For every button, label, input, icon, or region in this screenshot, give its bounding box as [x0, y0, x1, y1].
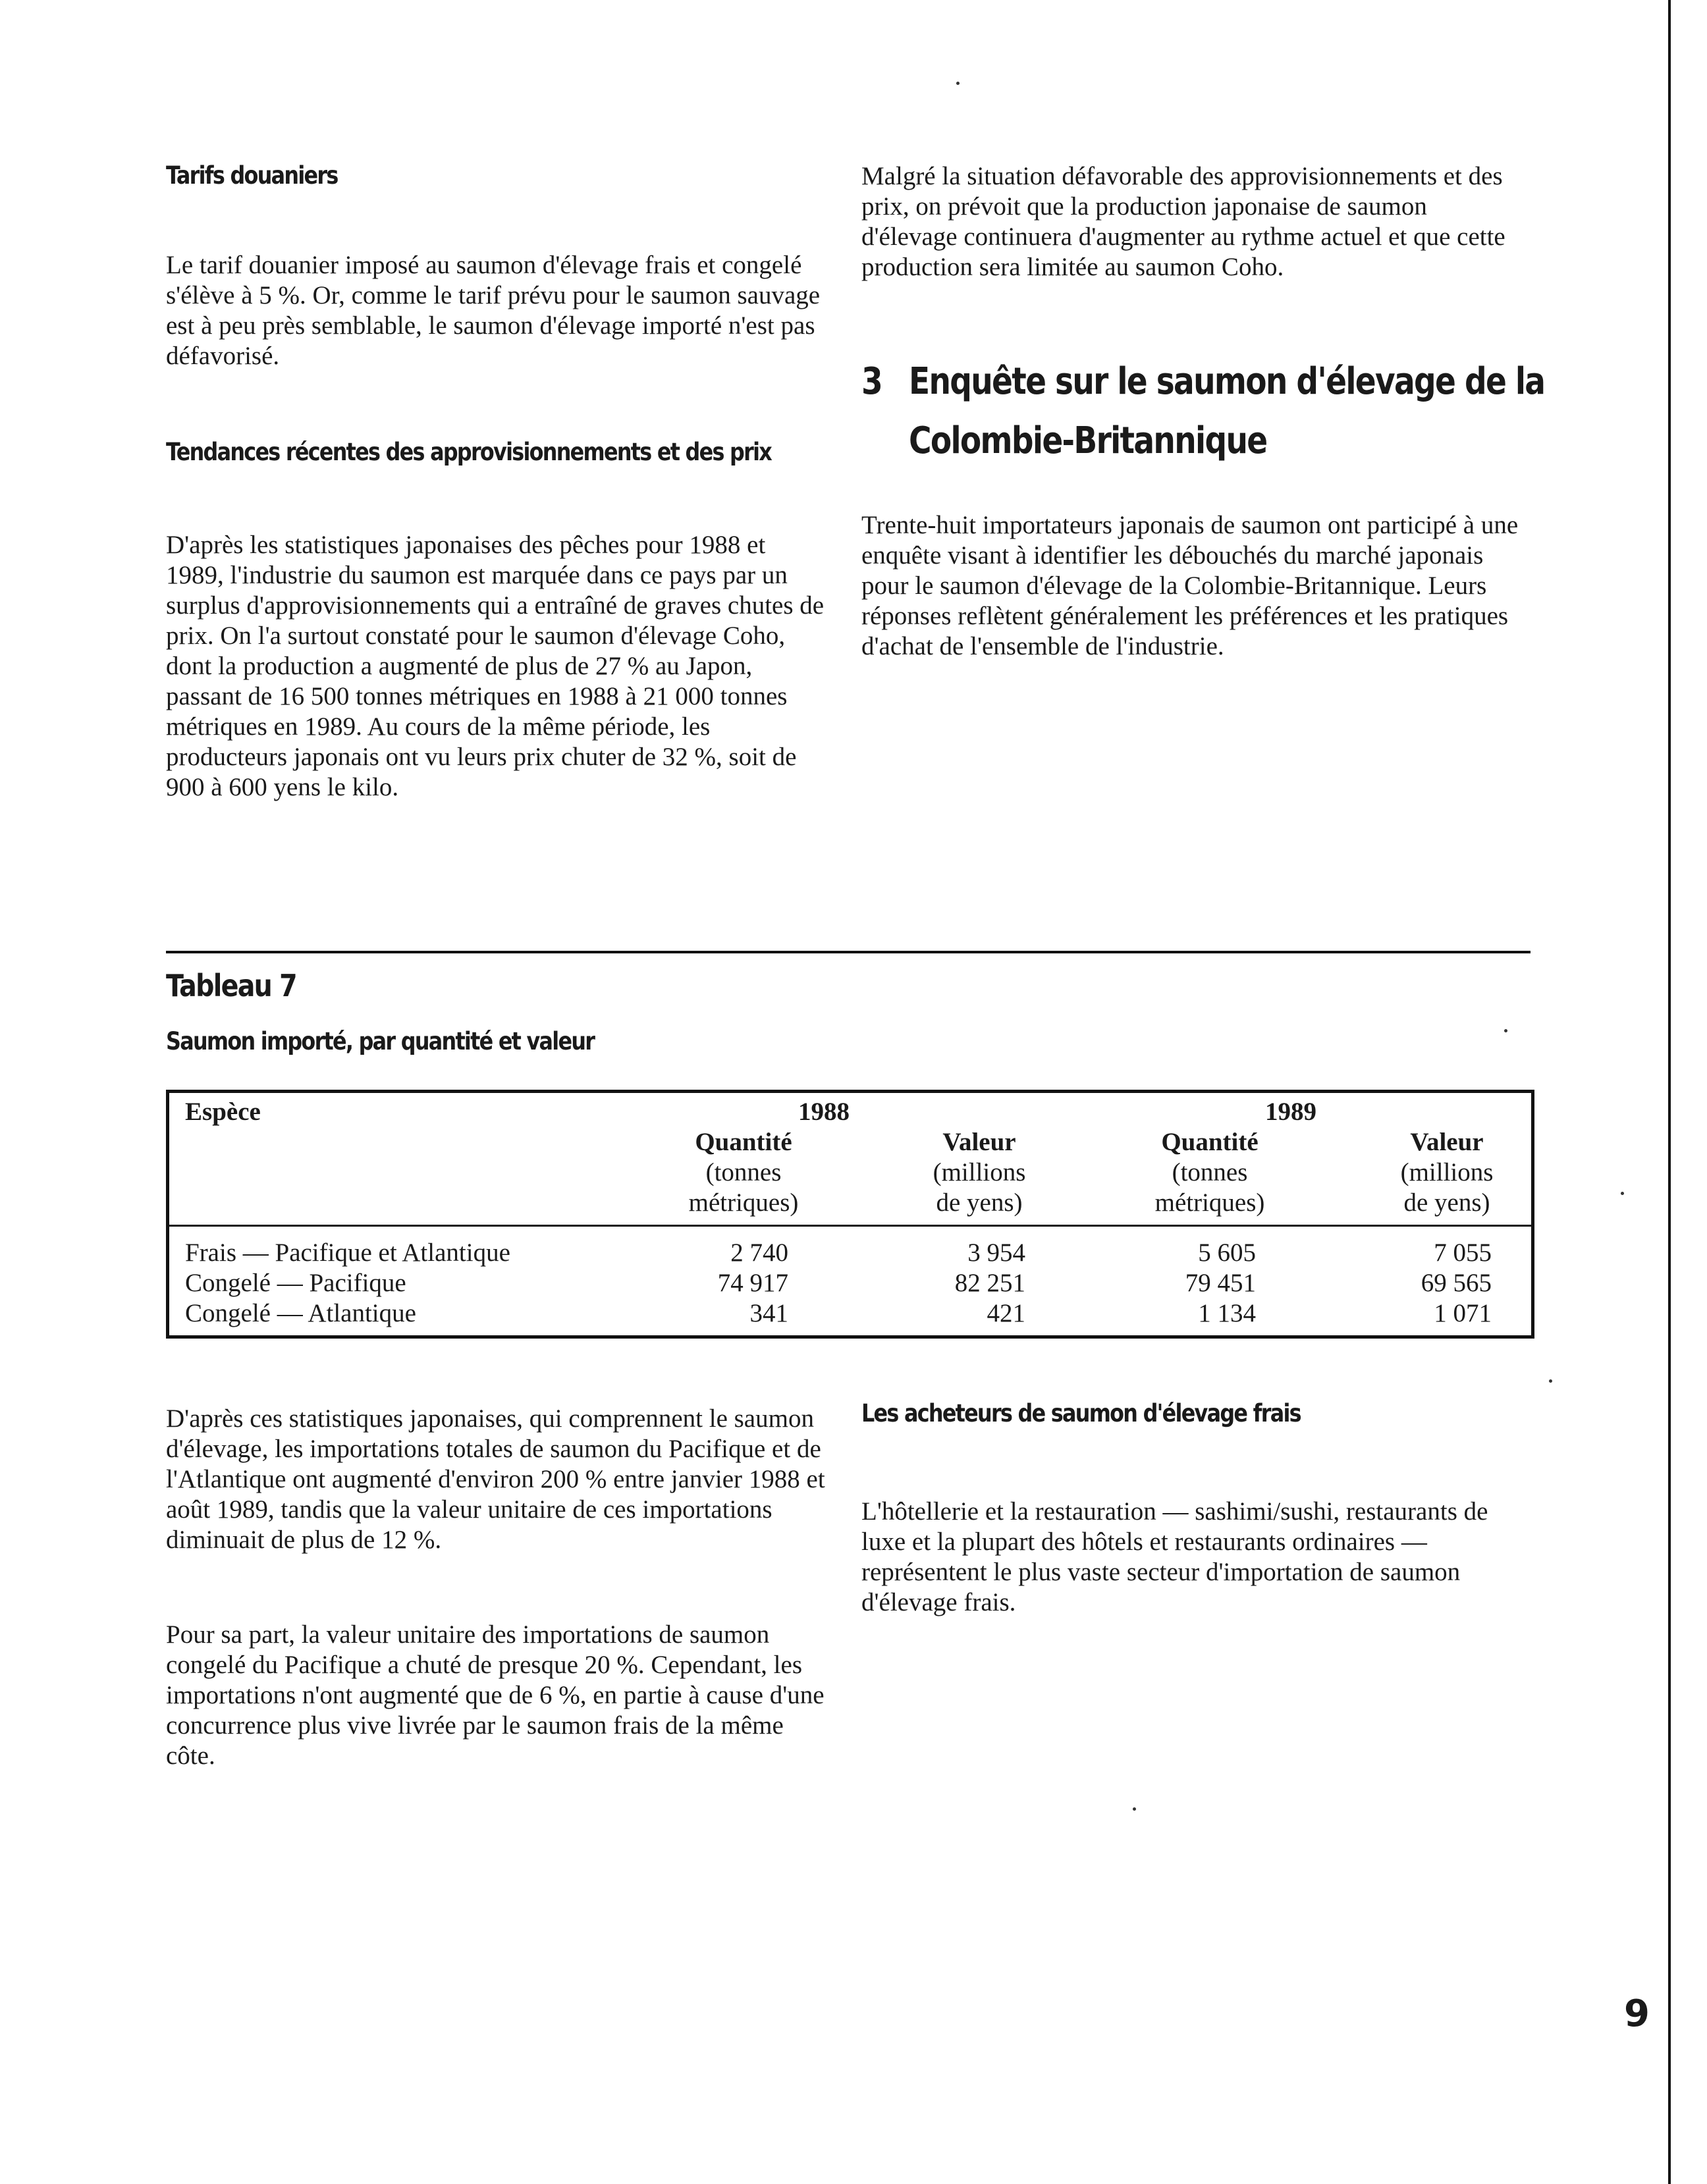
val-1988-header [881, 1127, 1078, 1218]
year-1989-header: 1989 [1265, 1098, 1316, 1126]
val-unit-line-2: de yens) [1403, 1188, 1490, 1217]
table-cell-q1989: 1 134 [1198, 1299, 1256, 1327]
paragraph-tarifs: Le tarif douanier imposé au saumon d'élevage frais et congelé s'élève à 5 %. Or, comme le tarif prévu pour le saumon sauvage est à peu près semblable, le saumon d'élevage importé n'est pas défavorisé. [166, 251, 821, 370]
scan-speck [1133, 1807, 1136, 1811]
heading-tendances: Tendances récentes des approvisionnements et des prix [166, 438, 772, 466]
table-row-species: Congelé — Pacifique [185, 1269, 406, 1297]
table-cell-v1989: 1 071 [1434, 1299, 1492, 1327]
table-cell-v1988: 421 [987, 1299, 1025, 1327]
page-edge-line [1668, 0, 1671, 2184]
table-row-species: Frais — Pacifique et Atlantique [185, 1238, 510, 1267]
table-cell-q1989: 5 605 [1198, 1238, 1256, 1267]
table-cell-q1989: 79 451 [1185, 1269, 1256, 1297]
qty-unit-line-2: métriques) [688, 1188, 799, 1217]
table-cell-q1988: 341 [749, 1299, 788, 1327]
table-top-rule [166, 951, 1531, 953]
table-cell-q1988: 74 917 [717, 1269, 788, 1297]
qty-unit-line-1: (tonnes [1172, 1158, 1248, 1186]
table-header-rule [169, 1225, 1531, 1227]
scan-speck [1549, 1379, 1552, 1383]
paragraph-enquete: Trente-huit importateurs japonais de saumon ont participé à une enquête visant à identifier les débouchés du marché japonais pour le saumon d'élevage de la Colombie-Britannique. Leurs réponses reflètent généralement les préférences et les pratiques d'achat de l'ensemble de l'industrie. [861, 511, 1519, 660]
page-number: 9 [1624, 1992, 1650, 2035]
qty-label: Quantité [1161, 1128, 1259, 1156]
val-1989-header [1348, 1127, 1546, 1218]
table-label: Tableau 7 [166, 968, 296, 1003]
scan-speck [956, 82, 960, 85]
salmon-import-table [166, 1090, 1534, 1339]
heading-acheteurs: Les acheteurs de saumon d'élevage frais [861, 1399, 1301, 1427]
val-unit-line-1: (millions [1400, 1158, 1494, 1186]
section-title-line-2: Colombie-Britannique [909, 419, 1267, 462]
scan-speck [1621, 1192, 1624, 1195]
paragraph-tendances: D'après les statistiques japonaises des pêches pour 1988 et 1989, l'industrie du saumon est marquée dans ce pays par un surplus d'approvisionnements qui a entraîné de graves chutes de prix. On l'a surtout constaté pour le saumon d'élevage Coho, dont la production a augmenté de plus de 27 % au Japon, passant de 16 500 tonnes métriques en 1988 à 21 000 tonnes métriques en 1989. Au cours de la même période, les producteurs japonais ont vu leurs prix chuter de 32 %, soit de 900 à 600 yens le kilo. [166, 531, 825, 801]
section-title-line-1: Enquête sur le saumon d'élevage de la [909, 360, 1545, 403]
table-cell-v1988: 3 954 [967, 1238, 1025, 1267]
table-cell-v1989: 69 565 [1421, 1269, 1492, 1297]
heading-tarifs-douaniers: Tarifs douaniers [166, 161, 338, 190]
val-label: Valeur [1410, 1128, 1484, 1156]
paragraph-production: Malgré la situation défavorable des approvisionnements et des prix, on prévoit que la production japonaise de saumon d'élevage continuera d'augmenter au rythme actuel et que cette production sera limitée au saumon Coho. [861, 162, 1505, 281]
table-caption: Saumon importé, par quantité et valeur [166, 1027, 595, 1055]
column-header-species: Espèce [185, 1098, 261, 1126]
qty-unit-line-1: (tonnes [705, 1158, 782, 1186]
paragraph-valeur-unitaire: Pour sa part, la valeur unitaire des importations de saumon congelé du Pacifique a chuté de presque 20 %. Cependant, les importations n'ont augmenté que de 6 %, en partie à cause d'une concurrence plus vive livrée par le saumon frais de la même côte. [166, 1620, 825, 1770]
section-3-heading [861, 352, 1545, 471]
qty-1989-header [1111, 1127, 1309, 1218]
table-cell-v1989: 7 055 [1434, 1238, 1492, 1267]
qty-unit-line-2: métriques) [1154, 1188, 1265, 1217]
val-unit-line-2: de yens) [936, 1188, 1023, 1217]
section-number: 3 [861, 360, 882, 403]
qty-label: Quantité [695, 1128, 792, 1156]
val-label: Valeur [942, 1128, 1016, 1156]
val-unit-line-1: (millions [933, 1158, 1026, 1186]
paragraph-importations: D'après ces statistiques japonaises, qui comprennent le saumon d'élevage, les importations totales de saumon du Pacifique et de l'Atlantique ont augmenté d'environ 200 % entre janvier 1988 et août 1989, tandis que la valeur unitaire de ces importations diminuait de plus de 12 %. [166, 1404, 825, 1554]
year-1988-header: 1988 [798, 1098, 850, 1126]
table-cell-v1988: 82 251 [954, 1269, 1025, 1297]
table-row-species: Congelé — Atlantique [185, 1299, 416, 1327]
qty-1988-header [645, 1127, 842, 1218]
paragraph-hotellerie: L'hôtellerie et la restauration — sashimi/sushi, restaurants de luxe et la plupart des hôtels et restaurants ordinaires — représentent le plus vaste secteur d'importation de saumon d'élevage frais. [861, 1497, 1488, 1616]
scan-speck [1504, 1029, 1507, 1032]
table-cell-q1988: 2 740 [730, 1238, 788, 1267]
